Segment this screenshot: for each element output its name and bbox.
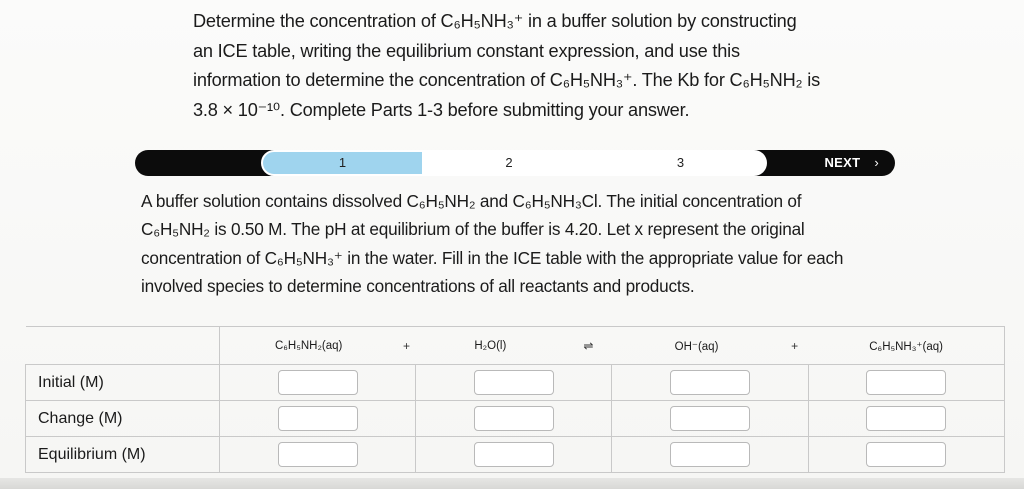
step-1-tab[interactable]: 1 [261,150,424,176]
chevron-right-icon: › [874,155,879,170]
step-3-tab[interactable]: 3 [594,150,767,176]
input-change-c6h5nh2[interactable] [278,406,358,431]
question-prompt [193,7,873,125]
header-species-c6h5nh3: C₆H₅NH₃⁺(aq) [808,327,1004,365]
input-initial-c6h5nh2[interactable] [278,370,358,395]
ice-row-equilibrium [26,437,1005,473]
instruction-line: concentration of C₆H₅NH₃⁺ in the water. Fill in the ICE table with the appropriate value for each [141,247,844,268]
input-change-oh[interactable] [670,406,750,431]
part-stepper [135,150,895,176]
ice-table [25,326,1005,474]
next-label: NEXT [824,155,861,170]
row-label-equilibrium: Equilibrium (M) [26,437,220,473]
header-species-c6h5nh2: C₆H₅NH₂(aq) [220,327,398,365]
ice-header-row [26,327,1005,365]
question-line: Determine the concentration of C₆H₅NH₃⁺ in a buffer solution by constructing [193,11,797,31]
equilibrium-arrow-icon: ⇌ [565,327,612,365]
row-label-change: Change (M) [26,401,220,437]
plus-sign: + [781,327,808,365]
input-initial-h2o[interactable] [474,370,554,395]
header-species-oh: OH⁻(aq) [612,327,781,365]
instruction-line: A buffer solution contains dissolved C₆H₅NH₂ and C₆H₅NH₃Cl. The initial concentration of [141,191,802,211]
input-initial-oh[interactable] [670,370,750,395]
question-line: 3.8 × 10⁻¹⁰. Complete Parts 1-3 before submitting your answer. [193,99,690,120]
input-change-h2o[interactable] [474,406,554,431]
instruction-line: C₆H₅NH₂ is 0.50 M. The pH at equilibrium of the buffer is 4.20. Let x represent the original [141,219,805,240]
input-equilibrium-oh[interactable] [670,442,750,467]
input-initial-c6h5nh3[interactable] [866,370,946,395]
screen-bottom-edge [0,478,1024,489]
input-equilibrium-h2o[interactable] [474,442,554,467]
question-line: information to determine the concentration of C₆H₅NH₃⁺. The Kb for C₆H₅NH₂ is [193,70,820,91]
step-2-tab[interactable]: 2 [424,150,594,176]
question-line: an ICE table, writing the equilibrium constant expression, and use this [193,40,740,61]
next-button[interactable] [824,150,879,176]
plus-sign: + [397,327,415,365]
row-label-initial: Initial (M) [26,365,220,401]
input-equilibrium-c6h5nh2[interactable] [278,442,358,467]
ice-row-initial [26,365,1005,401]
header-species-h2o: H₂O(l) [416,327,565,365]
input-change-c6h5nh3[interactable] [866,406,946,431]
part-1-instructions [141,187,901,301]
input-equilibrium-c6h5nh3[interactable] [866,442,946,467]
instruction-line: involved species to determine concentrations of all reactants and products. [141,276,695,297]
ice-row-change [26,401,1005,437]
